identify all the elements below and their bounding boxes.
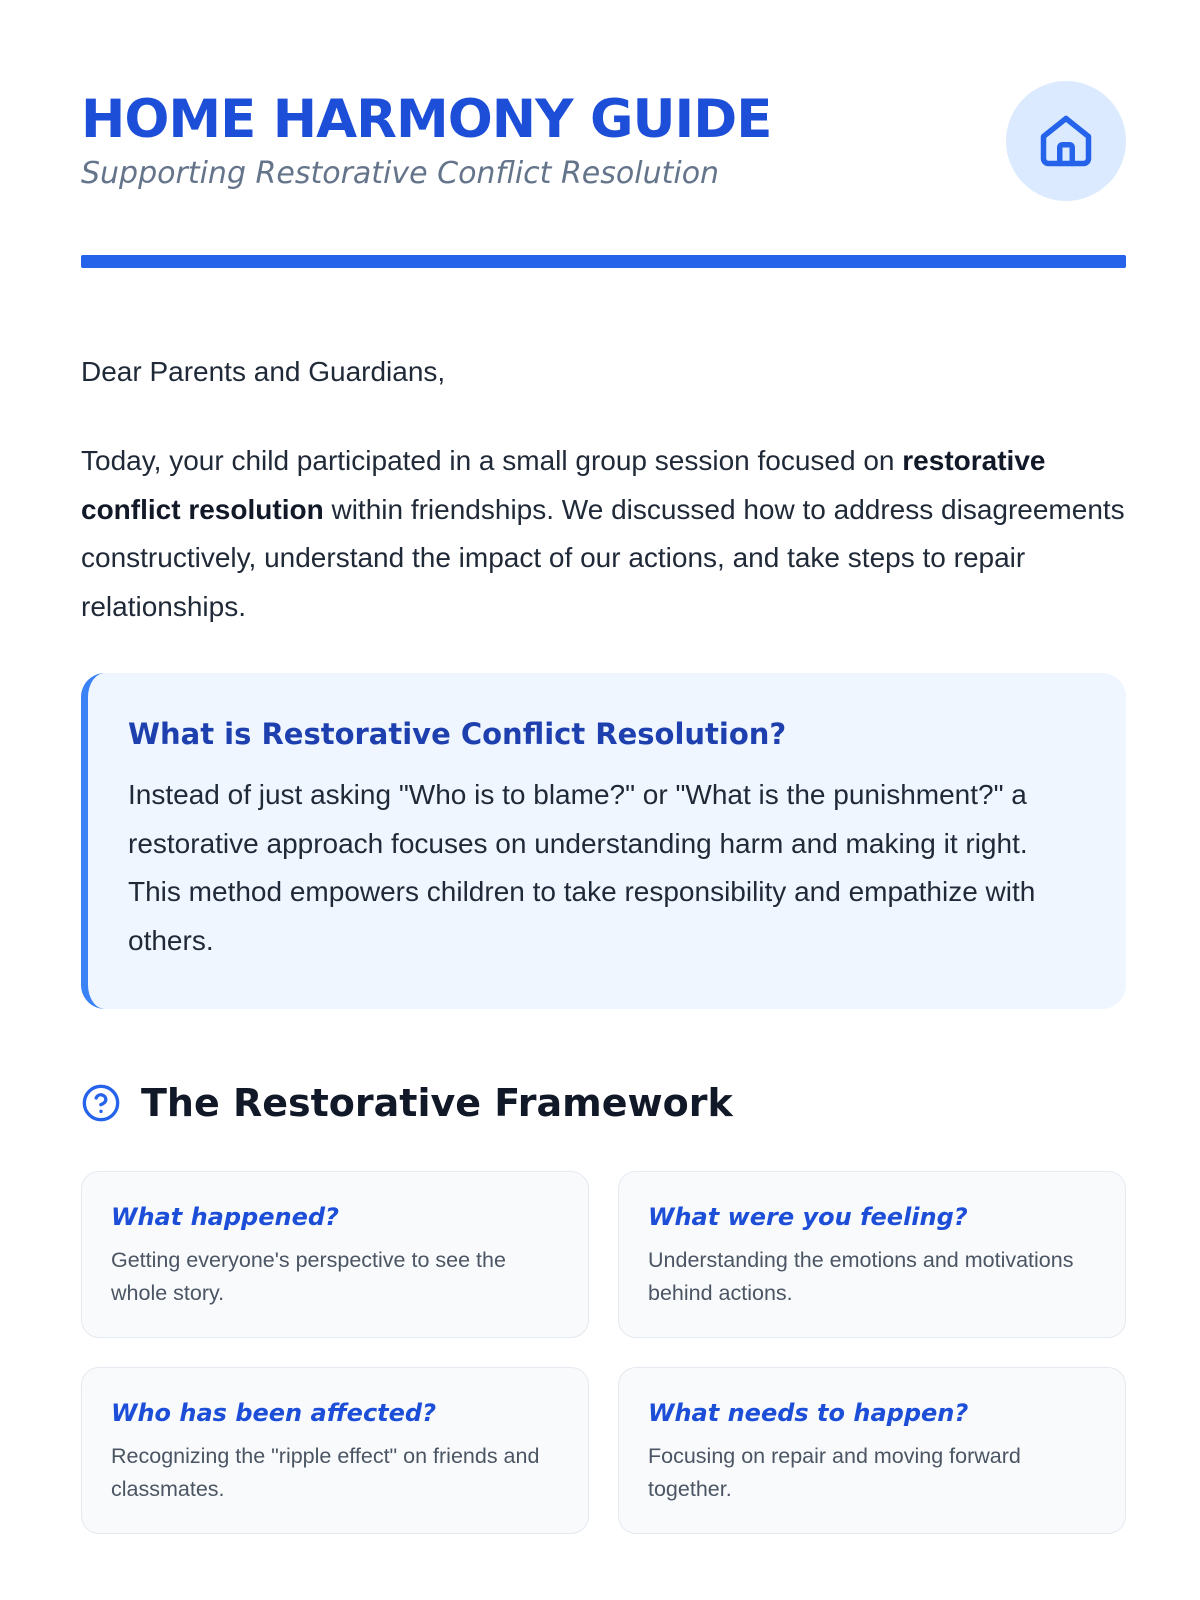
info-callout-title: What is Restorative Conflict Resolution? [128,717,787,751]
newsletter-page [81,0,1126,1501]
framework-card [618,1367,1126,1534]
salutation: Dear Parents and Guardians, [81,356,446,387]
intro-text-start: Today, your child participated in a small group session focused on [81,445,903,476]
framework-card-title: Who has been affected? [111,1399,437,1427]
question-circle-icon [81,1083,121,1123]
framework-card-title: What were you feeling? [648,1203,968,1231]
header-divider [81,255,1126,268]
framework-card [81,1367,589,1534]
framework-card [81,1171,589,1338]
framework-card-text: Focusing on repair and moving forward together. [648,1444,1021,1501]
framework-card-text: Understanding the emotions and motivations behind actions. [648,1248,1074,1305]
home-badge [1006,81,1126,201]
framework-card [618,1171,1126,1338]
header [81,0,1126,268]
framework-cards [81,1171,1126,1534]
page-title: HOME HARMONY GUIDE [81,89,772,150]
framework-card-text: Getting everyone's perspective to see the whole story. [111,1248,506,1305]
info-callout [81,673,1126,1009]
framework-card-text: Recognizing the "ripple effect" on friends and classmates. [111,1444,540,1501]
info-callout-text: Instead of just asking "Who is to blame?" or "What is the punishment?" a restorative approach focuses on understanding harm and making it right. This method empowers children to take responsibility and empathize with others. [128,779,1036,956]
framework-title: The Restorative Framework [141,1081,733,1125]
intro-highlight: restorative conflict resolution [81,445,1046,525]
page-subtitle: Supporting Restorative Conflict Resolution [81,156,720,191]
framework-card-title: What needs to happen? [648,1399,969,1427]
intro-paragraph [81,437,1126,631]
home-icon [1036,111,1096,171]
intro-text-end: within friendships. We discussed how to address disagreements constructively, understand the impact of our actions, and take steps to repair relationships. [81,493,1125,622]
framework-card-title: What happened? [111,1203,339,1231]
framework-heading [81,1078,733,1128]
